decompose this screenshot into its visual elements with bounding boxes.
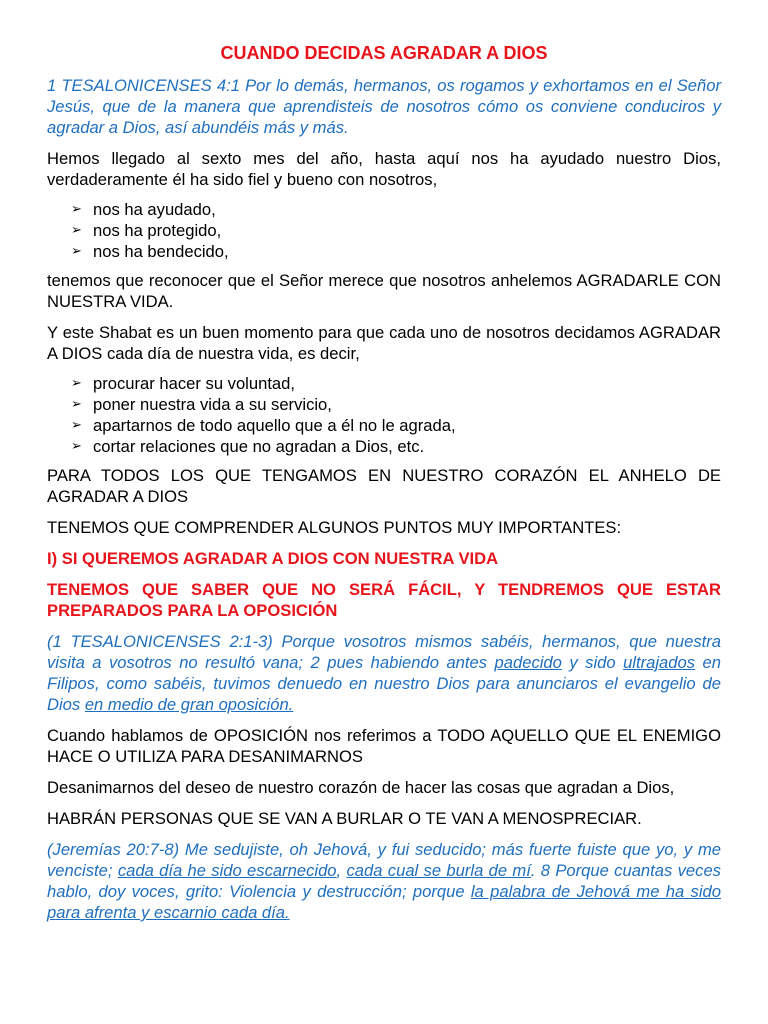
underlined-phrase: cada día he sido escarnecido bbox=[117, 861, 337, 880]
underlined-phrase: cada cual se burla de mí bbox=[346, 861, 531, 880]
arrow-bullet-icon: ➢ bbox=[71, 244, 82, 259]
bullet-list-blessings bbox=[47, 199, 721, 262]
paragraph-personas: HABRÁN PERSONAS QUE SE VAN A BURLAR O TE VAN A MENOSPRECIAR. bbox=[47, 809, 642, 828]
verse-1-tesalonicenses-4: 1 TESALONICENSES 4:1 Por lo demás, hermanos, os rogamos y exhortamos en el Señor Jesús, que de la manera que aprendisteis de nosotros cómo os conviene conduciros y agradar a Dios, así abundéis más y más. bbox=[47, 76, 721, 137]
arrow-bullet-icon: ➢ bbox=[71, 397, 82, 412]
paragraph-oposicion: Cuando hablamos de OPOSICIÓN nos referimos a TODO AQUELLO QUE EL ENEMIGO HACE O UTILIZA PARA DESANIMARNOS bbox=[47, 726, 721, 766]
bullet-list-commitments bbox=[47, 373, 721, 457]
arrow-bullet-icon: ➢ bbox=[71, 376, 82, 391]
list-item: ➢ apartarnos de todo aquello que a él no le agrada, bbox=[71, 416, 456, 435]
underlined-phrase: la palabra de Jehová me ha sido para afrenta y escarnio cada día. bbox=[47, 882, 721, 922]
list-item: ➢ poner nuestra vida a su servicio, bbox=[71, 395, 332, 414]
arrow-bullet-icon: ➢ bbox=[71, 202, 82, 217]
list-item: ➢ cortar relaciones que no agradan a Dios, etc. bbox=[71, 437, 425, 456]
paragraph-puntos: TENEMOS QUE COMPRENDER ALGUNOS PUNTOS MUY IMPORTANTES: bbox=[47, 518, 622, 537]
list-item: ➢ procurar hacer su voluntad, bbox=[71, 374, 296, 393]
paragraph-anhelo: PARA TODOS LOS QUE TENGAMOS EN NUESTRO CORAZÓN EL ANHELO DE AGRADAR A DIOS bbox=[47, 466, 721, 506]
underlined-phrase: en medio de gran oposición. bbox=[84, 695, 294, 714]
document-title: CUANDO DECIDAS AGRADAR A DIOS bbox=[220, 43, 548, 63]
list-item: ➢ nos ha bendecido, bbox=[71, 242, 229, 261]
verse-1-tesalonicenses-2: (1 TESALONICENSES 2:1-3) Porque vosotros mismos sabéis, hermanos, que nuestra visita a vosotros no resultó vana; 2 pues habiendo antes padecido y sido ultrajados en Filipos, como sabéis, tuvimos denuedo en nuestro Dios para anunciaros el evangelio de Dios en medio de gran oposición. bbox=[47, 632, 721, 714]
underlined-phrase: ultrajados bbox=[623, 653, 696, 672]
verse-jeremias-20: (Jeremías 20:7-8) Me sedujiste, oh Jehová, y fui seducido; más fuerte fuiste que yo, y me venciste; cada día he sido escarnecido, cada cual se burla de mí. 8 Porque cuantas veces hablo, doy voces, grito: Violencia y destrucción; porque la palabra de Jehová me ha sido para afrenta y escarnio cada día. bbox=[47, 840, 721, 922]
arrow-bullet-icon: ➢ bbox=[71, 439, 82, 454]
underlined-phrase: padecido bbox=[494, 653, 562, 672]
paragraph-shabat: Y este Shabat es un buen momento para que cada uno de nosotros decidamos AGRADAR A DIOS cada día de nuestra vida, es decir, bbox=[47, 323, 721, 363]
list-item: ➢ nos ha ayudado, bbox=[71, 200, 216, 219]
arrow-bullet-icon: ➢ bbox=[71, 418, 82, 433]
list-item: ➢ nos ha protegido, bbox=[71, 221, 222, 240]
paragraph-desanimarnos: Desanimarnos del deseo de nuestro corazón de hacer las cosas que agradan a Dios, bbox=[47, 778, 675, 797]
arrow-bullet-icon: ➢ bbox=[71, 223, 82, 238]
section-heading-2: TENEMOS QUE SABER QUE NO SERÁ FÁCIL, Y TENDREMOS QUE ESTAR PREPARADOS PARA LA OPOSICIÓN bbox=[47, 580, 721, 620]
paragraph-recognize: tenemos que reconocer que el Señor merece que nosotros anhelemos AGRADARLE CON NUESTRA VIDA. bbox=[47, 271, 721, 311]
paragraph-intro: Hemos llegado al sexto mes del año, hasta aquí nos ha ayudado nuestro Dios, verdaderamente él ha sido fiel y bueno con nosotros, bbox=[47, 149, 721, 189]
section-heading-1: I) SI QUEREMOS AGRADAR A DIOS CON NUESTRA VIDA bbox=[47, 549, 499, 568]
